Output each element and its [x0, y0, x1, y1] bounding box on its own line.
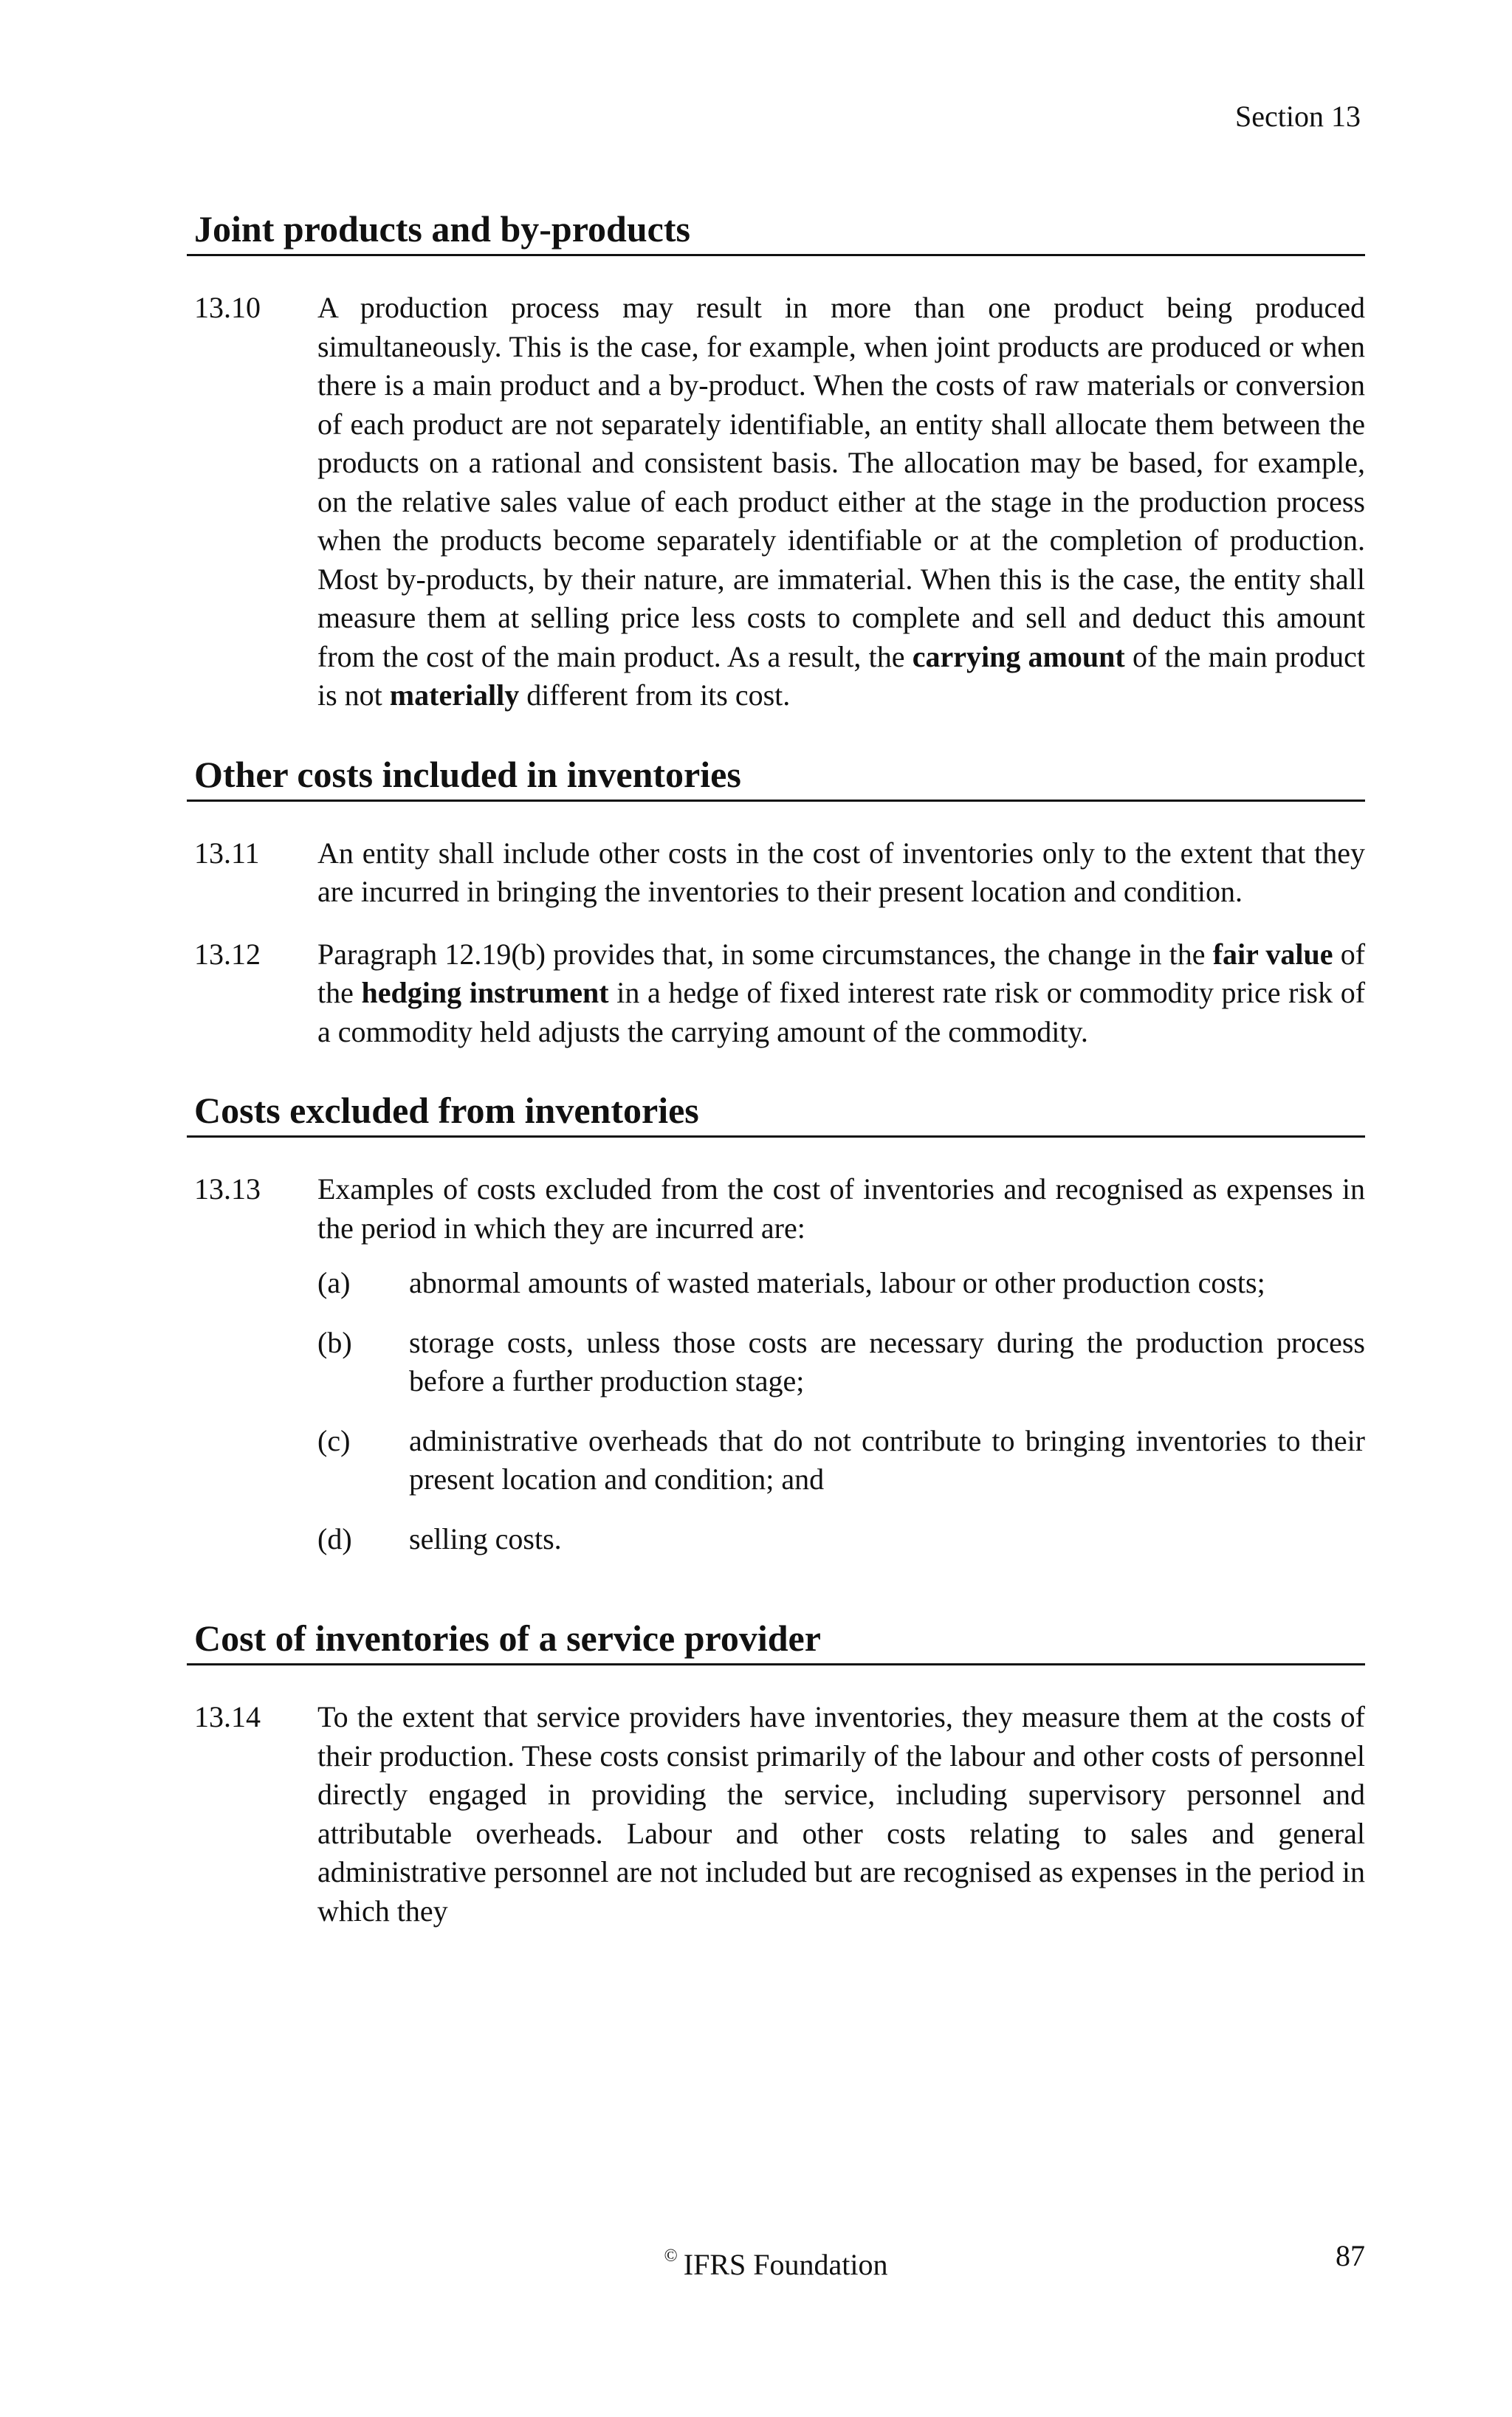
section-joint-products [187, 207, 1365, 715]
page-number: 87 [1336, 2239, 1365, 2272]
list-item [317, 1520, 1365, 1559]
paragraph-number: 13.10 [194, 291, 261, 324]
paragraph-text: To the extent that service providers have inventories, they measure them at the costs of their production. These costs consist primarily of the labour and other costs of personnel directly engaged in providing the service, including supervisory personnel and attributable overheads. Labour and other costs relating to sales and general administrative personnel are not included but are recognised as expenses in the period in which they [317, 1700, 1365, 1928]
defined-term-carrying-amount: carrying amount [912, 639, 1125, 673]
publisher-name: IFRS Foundation [683, 2248, 888, 2281]
paragraph-13-14 [187, 1698, 1365, 1930]
paragraph-number: 13.13 [194, 1172, 261, 1206]
page-footer [187, 2237, 1365, 2281]
section-other-costs [187, 752, 1365, 1052]
paragraph-13-10 [187, 289, 1365, 715]
text-segment: Paragraph 12.19(b) provides that, in some circumstances, the change in the [317, 937, 1206, 971]
list-item-text: abnormal amounts of wasted materials, labour or other production costs; [409, 1266, 1265, 1299]
section-costs-excluded [187, 1088, 1365, 1579]
section-heading: Costs excluded from inventories [187, 1088, 1365, 1138]
paragraph-13-13 [187, 1170, 1365, 1579]
defined-term-hedging-instrument: hedging instrument [361, 976, 609, 1009]
paragraph-text: Examples of costs excluded from the cost of inventories and recognised as expenses in the period in which they are incurred are: [317, 1172, 1365, 1245]
paragraph-number: 13.12 [194, 937, 261, 971]
list-item-text: storage costs, unless those costs are necessary during the production process before a further production stage; [409, 1325, 1365, 1397]
list-item [317, 1264, 1365, 1303]
running-head: Section 13 [1235, 100, 1361, 133]
list-item-text: selling costs. [409, 1522, 562, 1555]
text-segment: in a hedge of fixed interest rate risk or commodity price risk of a commodity held adjusts the carrying amount of the commodity. [317, 976, 1366, 1048]
text-segment: A production process may result in more than one product being produced simultaneously. This is the case, for example, when joint products are produced or when there is a main product and a by-product. When the costs of raw materials or conversion of each product are not separately identifiable, an entity shall allocate them between the products on a rational and consistent basis. The allocation may be based, for example, on the relative sales value of each product either at the stage in the production process when the products become separately identifiable or at the completion of production. Most by-products, by their nature, are immaterial. When this is the case, the entity shall measure them at selling price less costs to complete and sell and deduct this amount from the cost of the main product. As a result, the [317, 291, 1365, 673]
list-item-text: administrative overheads that do not contribute to bringing inventories to their present location and condition; and [409, 1423, 1365, 1496]
text-segment: of the [317, 937, 1366, 1009]
paragraph-text: An entity shall include other costs in the cost of inventories only to the extent that they are incurred in bringing the inventories to their present location and condition. [317, 836, 1365, 908]
list-item-label: (d) [317, 1522, 352, 1555]
defined-term-materially: materially [389, 678, 520, 712]
paragraph-body [317, 1170, 1365, 1579]
paragraph-number: 13.11 [194, 836, 260, 870]
page-content [187, 207, 1365, 1967]
copyright-symbol: © [664, 2246, 678, 2266]
section-heading: Cost of inventories of a service provider [187, 1616, 1365, 1665]
defined-term-fair-value: fair value [1212, 937, 1333, 971]
text-segment: different from its cost. [526, 678, 791, 712]
section-heading: Other costs included in inventories [187, 752, 1365, 802]
list-item-label: (a) [317, 1266, 351, 1299]
excluded-costs-list [317, 1264, 1365, 1558]
text-segment: of the main product is not [317, 639, 1365, 712]
list-item-label: (b) [317, 1325, 352, 1359]
paragraph-text [317, 935, 1365, 1052]
list-item [317, 1422, 1365, 1499]
footer-copyright [187, 2237, 1365, 2284]
list-item-label: (c) [317, 1423, 351, 1457]
paragraph-text [317, 289, 1365, 715]
paragraph-number: 13.14 [194, 1700, 261, 1733]
list-item [317, 1324, 1365, 1401]
section-heading: Joint products and by-products [187, 207, 1365, 256]
paragraph-13-11 [187, 834, 1365, 912]
paragraph-13-12 [187, 935, 1365, 1052]
section-service-provider [187, 1616, 1365, 1930]
